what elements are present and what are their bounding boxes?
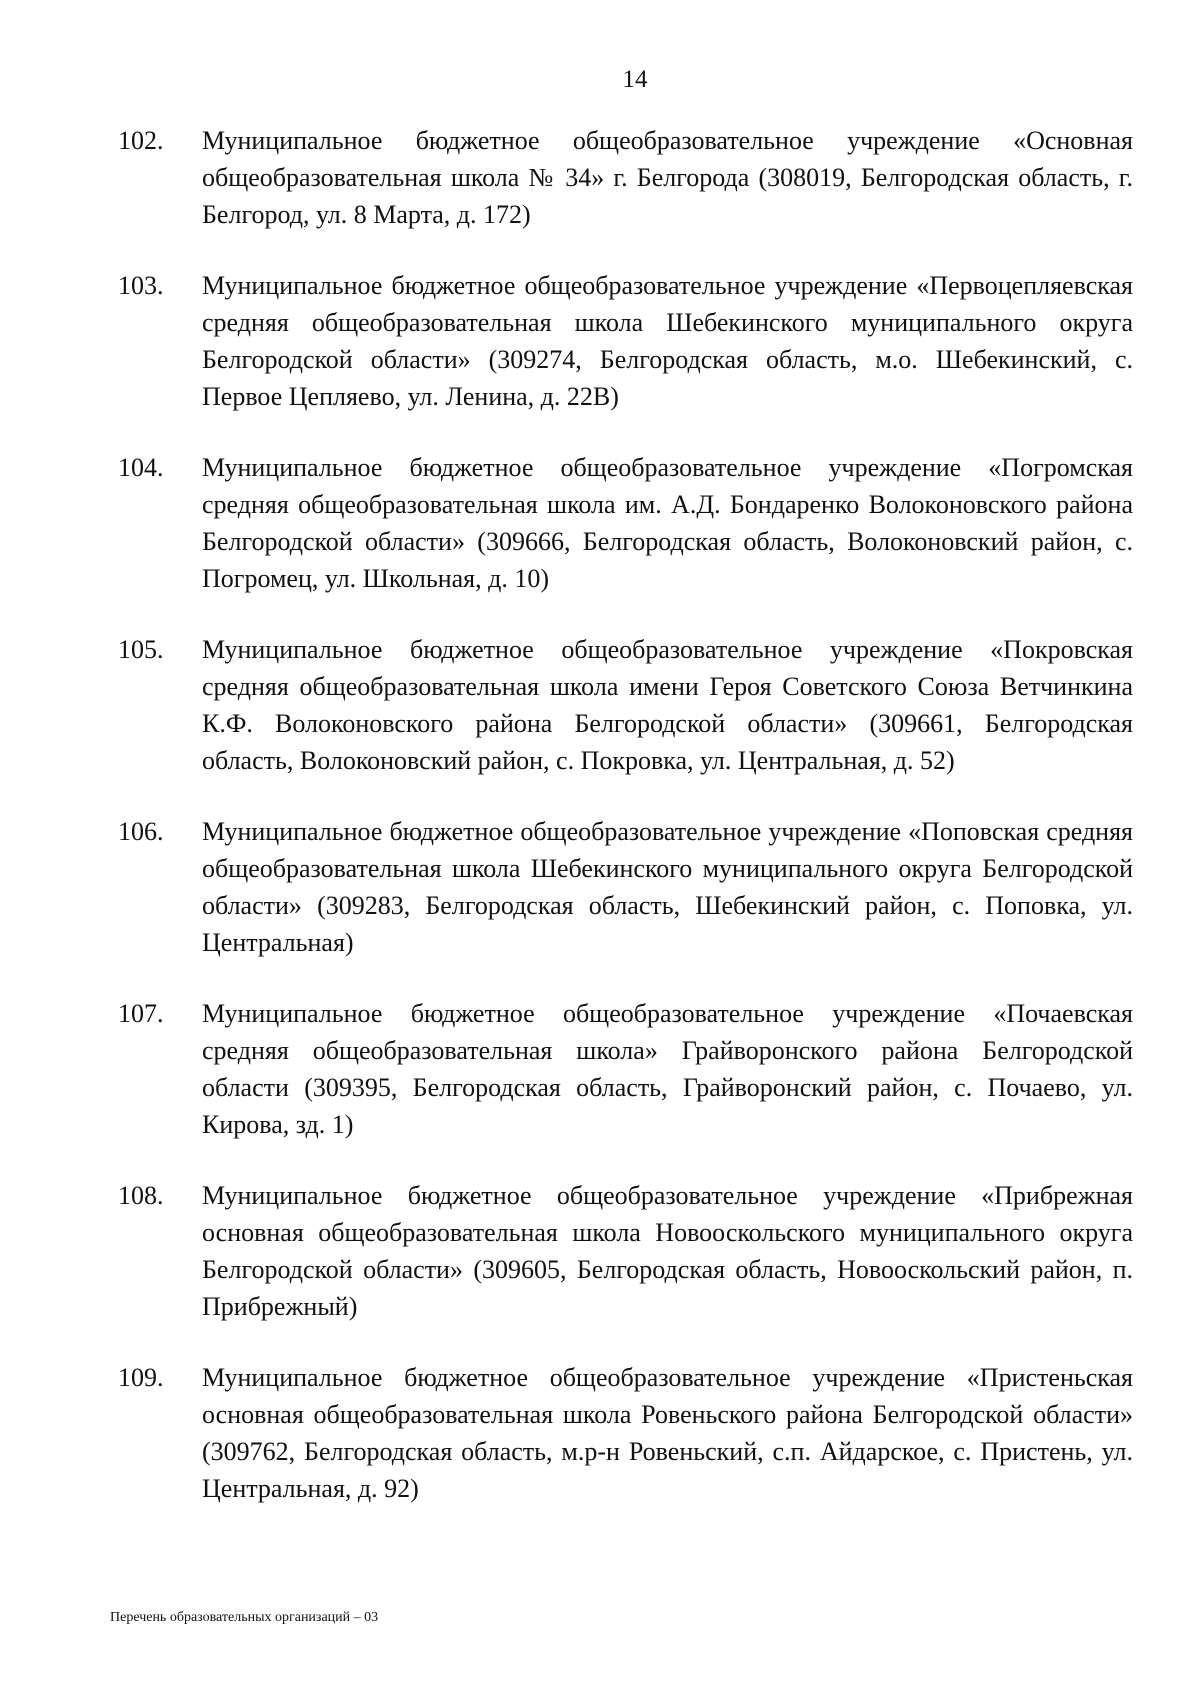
list-item xyxy=(118,631,1133,779)
list-item xyxy=(118,267,1133,415)
list-item xyxy=(118,813,1133,961)
entry-text: Муниципальное бюджетное общеобразовательное учреждение «Прибрежная основная общеобразовательная школа Новооскольского муниципального округа Белгородской области» (309605, Белгородская область, Новооскольский район, п. Прибрежный) xyxy=(202,1181,1133,1321)
list-item xyxy=(118,1359,1133,1507)
entry-text: Муниципальное бюджетное общеобразовательное учреждение «Погромская средняя общеобразовательная школа им. А.Д. Бондаренко Волоконовского района Белгородской области» (309666, Белгородская область, Волоконовский район, с. Погромец, ул. Школьная, д. 10) xyxy=(202,453,1133,593)
entry-text: Муниципальное бюджетное общеобразовательное учреждение «Основная общеобразовательная школа № 34» г. Белгорода (308019, Белгородская область, г. Белгород, ул. 8 Марта, д. 172) xyxy=(202,126,1133,229)
entry-text: Муниципальное бюджетное общеобразовательное учреждение «Первоцепляевская средняя общеобразовательная школа Шебекинского муниципального округа Белгородской области» (309274, Белгородская область, м.о. Шебекинский, с. Первое Цепляево, ул. Ленина, д. 22В) xyxy=(202,271,1133,411)
entry-text: Муниципальное бюджетное общеобразовательное учреждение «Почаевская средняя общеобразовательная школа» Грайворонского района Белгородской области (309395, Белгородская область, Грайворонский район, с. Почаево, ул. Кирова, зд. 1) xyxy=(202,999,1133,1139)
page-footer: Перечень образовательных организаций – 03 xyxy=(110,1610,379,1625)
entry-number: 104. xyxy=(118,453,164,482)
page-number: 14 xyxy=(622,66,648,93)
entry-number: 105. xyxy=(118,635,164,664)
entry-number: 102. xyxy=(118,126,164,155)
entry-number: 103. xyxy=(118,271,164,300)
entry-text: Муниципальное бюджетное общеобразовательное учреждение «Пристеньская основная общеобразовательная школа Ровеньского района Белгородской области» (309762, Белгородская область, м.р-н Ровеньский, с.п. Айдарское, с. Пристень, ул. Центральная, д. 92) xyxy=(202,1363,1133,1503)
entry-text: Муниципальное бюджетное общеобразовательное учреждение «Покровская средняя общеобразовательная школа имени Героя Советского Союза Ветчинкина К.Ф. Волоконовского района Белгородской области» (309661, Белгородская область, Волоконовский район, с. Покровка, ул. Центральная, д. 52) xyxy=(202,635,1133,775)
entry-number: 108. xyxy=(118,1181,164,1210)
entry-text: Муниципальное бюджетное общеобразовательное учреждение «Поповская средняя общеобразовательная школа Шебекинского муниципального округа Белгородской области» (309283, Белгородская область, Шебекинский район, с. Поповка, ул. Центральная) xyxy=(202,817,1133,957)
list-item xyxy=(118,122,1133,233)
list-item xyxy=(118,1177,1133,1325)
entries-list xyxy=(118,122,1133,1507)
entry-number: 106. xyxy=(118,817,164,846)
entry-number: 107. xyxy=(118,999,164,1028)
list-item xyxy=(118,449,1133,597)
entry-number: 109. xyxy=(118,1363,164,1392)
list-item xyxy=(118,995,1133,1143)
